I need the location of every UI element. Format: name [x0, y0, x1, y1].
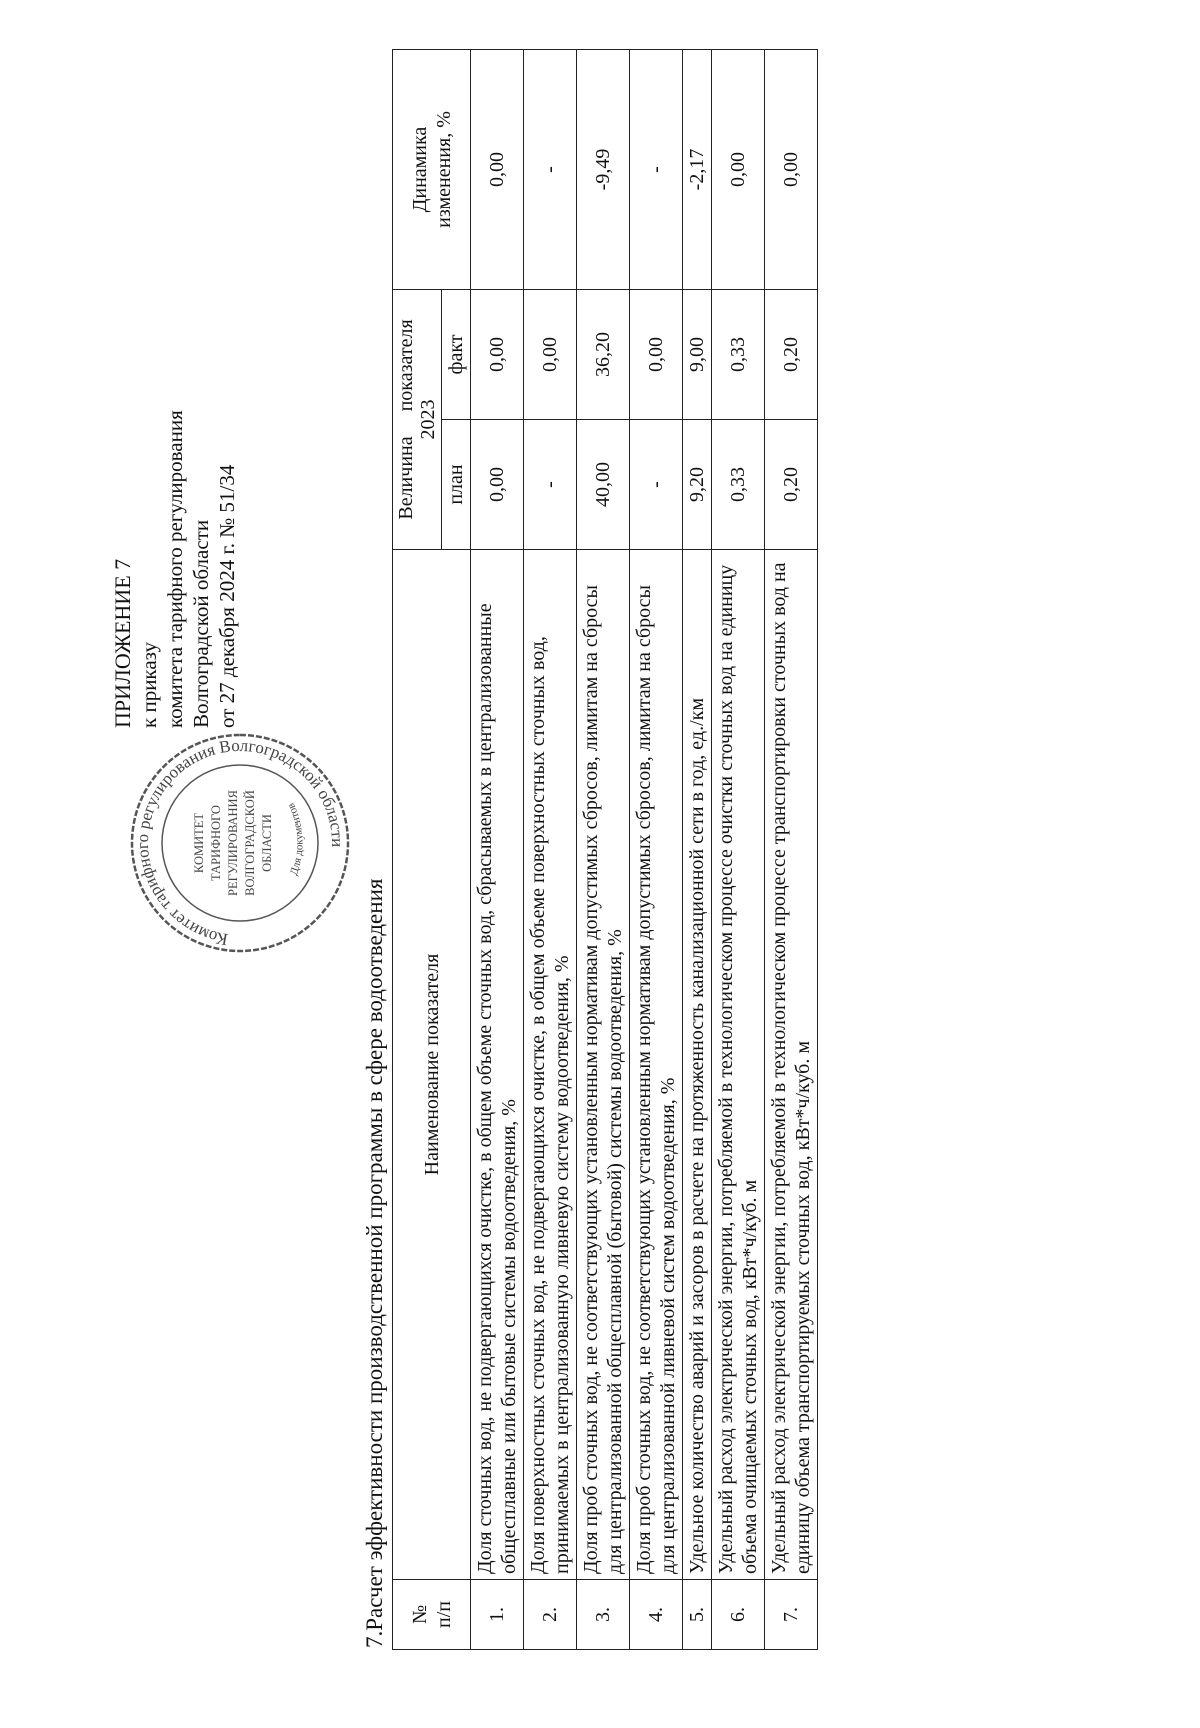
row-plan: 40,00 — [577, 420, 630, 550]
row-fact: 9,00 — [683, 289, 712, 419]
header-value: Величина показателя 2023 — [393, 289, 442, 549]
row-name: Удельное количество аварий и засоров в расчете на протяженность канализационной сети в год, ед./км — [683, 550, 712, 1580]
section-title: 7.Расчет эффективности производственной программы в сфере водоотведения — [362, 878, 387, 1648]
header-num: № п/п — [393, 1580, 471, 1650]
row-num: 5. — [683, 1580, 712, 1650]
row-name: Доля проб сточных вод, не соответствующих установленным нормативам допустимых сбросов, лимитам на сбросы для централизованной ливневой систем водоотведения, % — [630, 550, 683, 1580]
row-plan: 0,33 — [712, 420, 765, 550]
row-fact: 0,00 — [524, 289, 577, 419]
seal-graphic — [125, 728, 355, 958]
row-dynamics: 0,00 — [471, 49, 524, 289]
appendix-line-committee: комитета тарифного регулирования — [163, 410, 187, 728]
row-fact: 0,33 — [712, 289, 765, 419]
row-fact: 0,00 — [630, 289, 683, 419]
seal-line-5: ОБЛАСТИ — [260, 814, 274, 872]
row-name: Доля поверхностных сточных вод, не подвергающихся очистке, в общем объеме поверхностных сточных вод, принимаемых в централизованную ливневую систему водоотведения, % — [524, 550, 577, 1580]
table-row — [712, 49, 765, 1649]
table-header-row — [393, 49, 442, 1649]
appendix-title: ПРИЛОЖЕНИЕ 7 — [110, 558, 135, 728]
row-name: Удельный расход электрической энергии, потребляемой в технологическом процессе транспортировки сточных вод на единицу объема транспортируемых сточных вод, кВт*ч/куб. м — [765, 550, 818, 1580]
row-name: Удельный расход электрической энергии, потребляемой в технологическом процессе очистки сточных вод на единицу объема очищаемых сточных вод, кВт*ч/куб. м — [712, 550, 765, 1580]
seal-line-2: ТАРИФНОГО — [209, 805, 223, 881]
row-dynamics: 0,00 — [765, 49, 818, 289]
seal-line-3: РЕГУЛИРОВАНИЯ — [226, 790, 240, 896]
row-dynamics: 0,00 — [712, 49, 765, 289]
row-name: Доля проб сточных вод, не соответствующих установленным нормативам допустимых сбросов, лимитам на сбросы для централизованной общесплавной (бытовой) системы водоотведения, % — [577, 550, 630, 1580]
row-dynamics: - — [630, 49, 683, 289]
row-plan: 0,20 — [765, 420, 818, 550]
row-dynamics: -9,49 — [577, 49, 630, 289]
appendix-line-order: к приказу — [137, 642, 161, 728]
row-dynamics: - — [524, 49, 577, 289]
table-row — [577, 49, 630, 1649]
efficiency-table — [392, 49, 818, 1650]
row-name: Доля сточных вод, не подвергающихся очистке, в общем объеме сточных вод, сбрасываемых в централизованные общесплавные или бытовые системы водоотведения, % — [471, 550, 524, 1580]
table-row — [765, 49, 818, 1649]
row-plan: 0,00 — [471, 420, 524, 550]
row-num: 1. — [471, 1580, 524, 1650]
seal-line-4: ВОЛГОГРАДСКОЙ — [243, 790, 257, 896]
row-num: 3. — [577, 1580, 630, 1650]
seal-line-1: КОМИТЕТ — [192, 812, 206, 874]
header-plan: план — [442, 420, 471, 550]
appendix-header — [110, 128, 240, 728]
header-fact: факт — [442, 289, 471, 419]
row-num: 6. — [712, 1580, 765, 1650]
row-num: 2. — [524, 1580, 577, 1650]
row-fact: 0,20 — [765, 289, 818, 419]
row-dynamics: -2,17 — [683, 49, 712, 289]
header-name: Наименование показателя — [393, 550, 471, 1580]
row-plan: - — [630, 420, 683, 550]
row-fact: 0,00 — [471, 289, 524, 419]
row-num: 4. — [630, 1580, 683, 1650]
table-row — [471, 49, 524, 1649]
row-fact: 36,20 — [577, 289, 630, 419]
seal-ring-text: Комитет тарифного регулирования Волгоградской области — [132, 735, 348, 950]
appendix-line-date: от 27 декабря 2024 г. № 51/34 — [215, 464, 239, 728]
table-row — [524, 49, 577, 1649]
row-num: 7. — [765, 1580, 818, 1650]
seal-bottom-text: Для документов — [285, 801, 306, 877]
row-plan: - — [524, 420, 577, 550]
table-row — [630, 49, 683, 1649]
row-plan: 9,20 — [683, 420, 712, 550]
appendix-line-region: Волгоградской области — [189, 519, 213, 728]
official-seal — [125, 728, 355, 958]
header-dynamics: Динамика изменения, % — [393, 49, 471, 289]
table-row — [683, 49, 712, 1649]
